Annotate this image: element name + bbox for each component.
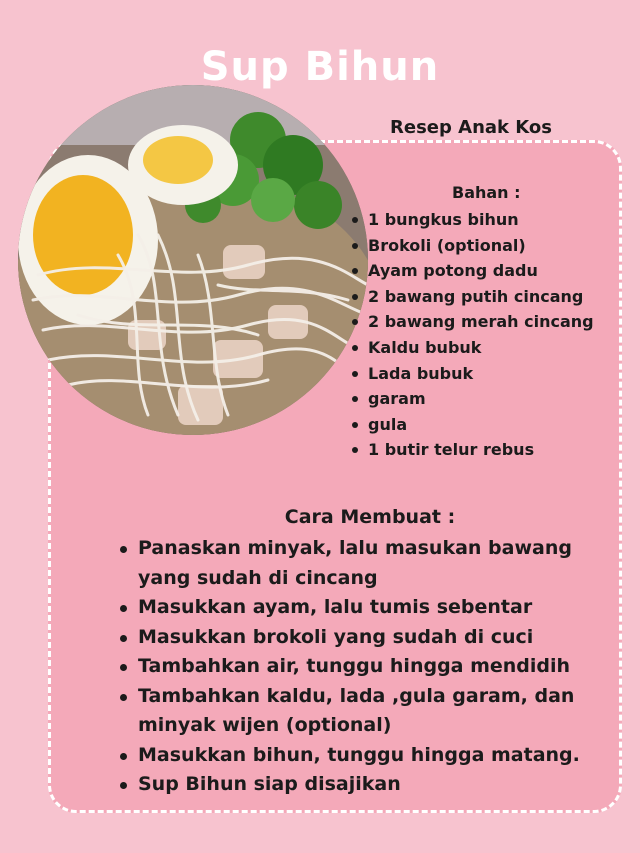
page-title: Sup Bihun — [200, 44, 440, 90]
soup-illustration — [18, 85, 368, 435]
ingredient-item: Ayam potong dadu — [352, 258, 594, 284]
step-item: Tambahkan air, tunggu hingga mendidih — [118, 652, 598, 682]
step-item: Masukkan brokoli yang sudah di cuci — [118, 623, 598, 653]
steps-heading: Cara Membuat : — [284, 506, 456, 528]
soup-photo — [18, 85, 368, 435]
ingredient-item: 1 bungkus bihun — [352, 207, 594, 233]
ingredient-item: garam — [352, 386, 594, 412]
egg-icon-2 — [128, 125, 238, 205]
step-item: Panaskan minyak, lalu masukan bawang yang sudah di cincang — [118, 534, 598, 593]
ingredient-item: Lada bubuk — [352, 361, 594, 387]
steps-list — [118, 534, 598, 800]
step-item: Masukkan bihun, tunggu hingga matang. — [118, 741, 598, 771]
ingredient-item: 2 bawang merah cincang — [352, 309, 594, 335]
recipe-subtitle: Resep Anak Kos — [390, 117, 552, 138]
ingredients-heading: Bahan : — [452, 183, 521, 202]
ingredient-item: 2 bawang putih cincang — [352, 284, 594, 310]
ingredient-item: Brokoli (optional) — [352, 233, 594, 259]
ingredient-item: gula — [352, 412, 594, 438]
step-item: Sup Bihun siap disajikan — [118, 770, 598, 800]
ingredients-list — [352, 207, 594, 463]
ingredient-item: Kaldu bubuk — [352, 335, 594, 361]
step-item: Tambahkan kaldu, lada ,gula garam, dan minyak wijen (optional) — [118, 682, 598, 741]
step-item: Masukkan ayam, lalu tumis sebentar — [118, 593, 598, 623]
ingredient-item: 1 butir telur rebus — [352, 437, 594, 463]
